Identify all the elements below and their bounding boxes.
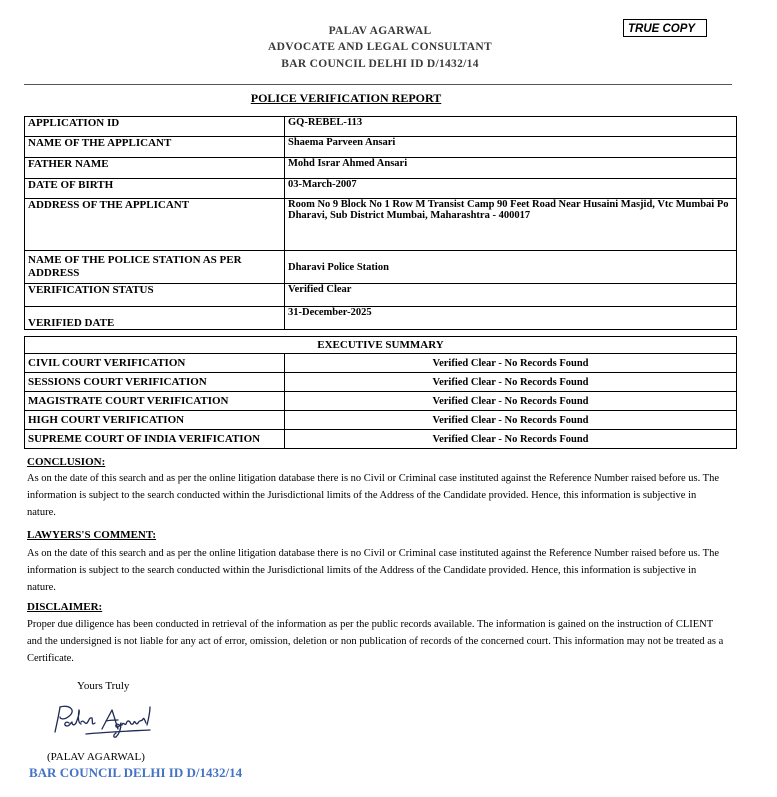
- executive-summary-heading: EXECUTIVE SUMMARY: [25, 337, 737, 354]
- dob-value: 03-March-2007: [285, 179, 737, 199]
- summary-row-value: Verified Clear - No Records Found: [285, 373, 737, 392]
- summary-row-label: SESSIONS COURT VERIFICATION: [25, 373, 285, 392]
- table-row: [25, 251, 737, 284]
- verified-date-label: VERIFIED DATE: [25, 307, 285, 330]
- father-name-label: FATHER NAME: [25, 158, 285, 179]
- application-id-label: APPLICATION ID: [25, 117, 285, 137]
- police-station-value: Dharavi Police Station: [285, 251, 737, 284]
- application-id-value: GQ-REBEL-113: [285, 117, 737, 137]
- conclusion-heading: CONCLUSION:: [27, 456, 106, 468]
- summary-row-value: Verified Clear - No Records Found: [285, 354, 737, 373]
- signature-image: [46, 701, 158, 741]
- summary-row-label: MAGISTRATE COURT VERIFICATION: [25, 392, 285, 411]
- dob-label: DATE OF BIRTH: [25, 179, 285, 199]
- advocate-bar-id: BAR COUNCIL DELHI ID D/1432/14: [281, 58, 479, 70]
- advocate-name: PALAV AGARWAL: [328, 25, 432, 37]
- address-value: Room No 9 Block No 1 Row M Transist Camp 90 Feet Road Near Husaini Masjid, Vtc Mumbai Po Dharavi, Sub District Mumbai, Maharashtra - 400017: [285, 199, 737, 251]
- header-divider: [24, 84, 732, 85]
- applicant-name-label: NAME OF THE APPLICANT: [25, 137, 285, 158]
- signatory-bar-id: BAR COUNCIL DELHI ID D/1432/14: [29, 765, 243, 780]
- table-row: [25, 199, 737, 251]
- advocate-title: ADVOCATE AND LEGAL CONSULTANT: [268, 41, 492, 53]
- summary-row-value: Verified Clear - No Records Found: [285, 411, 737, 430]
- table-row: [25, 158, 737, 179]
- table-row: [25, 430, 737, 449]
- lawyers-comment-heading: LAWYERS'S COMMENT:: [27, 529, 157, 541]
- table-row: [25, 284, 737, 307]
- disclaimer-text: Proper due diligence has been conducted in retrieval of the information as per the public records available. The information is gained on the instruction of CLIENT and the undersigned is not liable for any act of error, omission, deletion or non publication of records of the concerned court. This information may not be treated as a Certificate.: [27, 619, 724, 664]
- summary-row-label: SUPREME COURT OF INDIA VERIFICATION: [25, 430, 285, 449]
- summary-row-value: Verified Clear - No Records Found: [285, 392, 737, 411]
- applicant-name-value: Shaema Parveen Ansari: [285, 137, 737, 158]
- verification-status-label: VERIFICATION STATUS: [25, 284, 285, 307]
- yours-truly: Yours Truly: [77, 680, 130, 692]
- table-row: [25, 411, 737, 430]
- table-row: [25, 179, 737, 199]
- lawyers-comment-text: As on the date of this search and as per the online litigation database there is no Civil or Criminal case instituted against the Reference Number raised before us. The information is subject to the search conducted within the Jurisdictional limits of the Address of the Candidate provided. Hence, this information is subjective in nature.: [27, 548, 720, 593]
- verified-date-value: 31-December-2025: [285, 307, 737, 330]
- summary-row-label: CIVIL COURT VERIFICATION: [25, 354, 285, 373]
- true-copy-stamp: TRUE COPY: [623, 19, 707, 37]
- address-label: ADDRESS OF THE APPLICANT: [25, 199, 285, 251]
- police-station-label: NAME OF THE POLICE STATION AS PER ADDRESS: [25, 251, 285, 284]
- table-row: [25, 337, 737, 354]
- table-row: [25, 354, 737, 373]
- summary-row-value: Verified Clear - No Records Found: [285, 430, 737, 449]
- summary-row-label: HIGH COURT VERIFICATION: [25, 411, 285, 430]
- executive-summary-table: [24, 336, 737, 449]
- conclusion-text: As on the date of this search and as per the online litigation database there is no Civil or Criminal case instituted against the Reference Number raised before us. The information is subject to the search conducted within the Jurisdictional limits of the Address of the Candidate provided. Hence, this information is subjective in nature.: [27, 473, 720, 518]
- applicant-details-table: [24, 116, 737, 330]
- report-title: POLICE VERIFICATION REPORT: [250, 91, 442, 105]
- disclaimer-heading: DISCLAIMER:: [27, 601, 103, 613]
- table-row: [25, 307, 737, 330]
- table-row: [25, 117, 737, 137]
- signatory-name: (PALAV AGARWAL): [47, 751, 145, 763]
- table-row: [25, 137, 737, 158]
- table-row: [25, 392, 737, 411]
- table-row: [25, 373, 737, 392]
- verification-status-value: Verified Clear: [285, 284, 737, 307]
- father-name-value: Mohd Israr Ahmed Ansari: [285, 158, 737, 179]
